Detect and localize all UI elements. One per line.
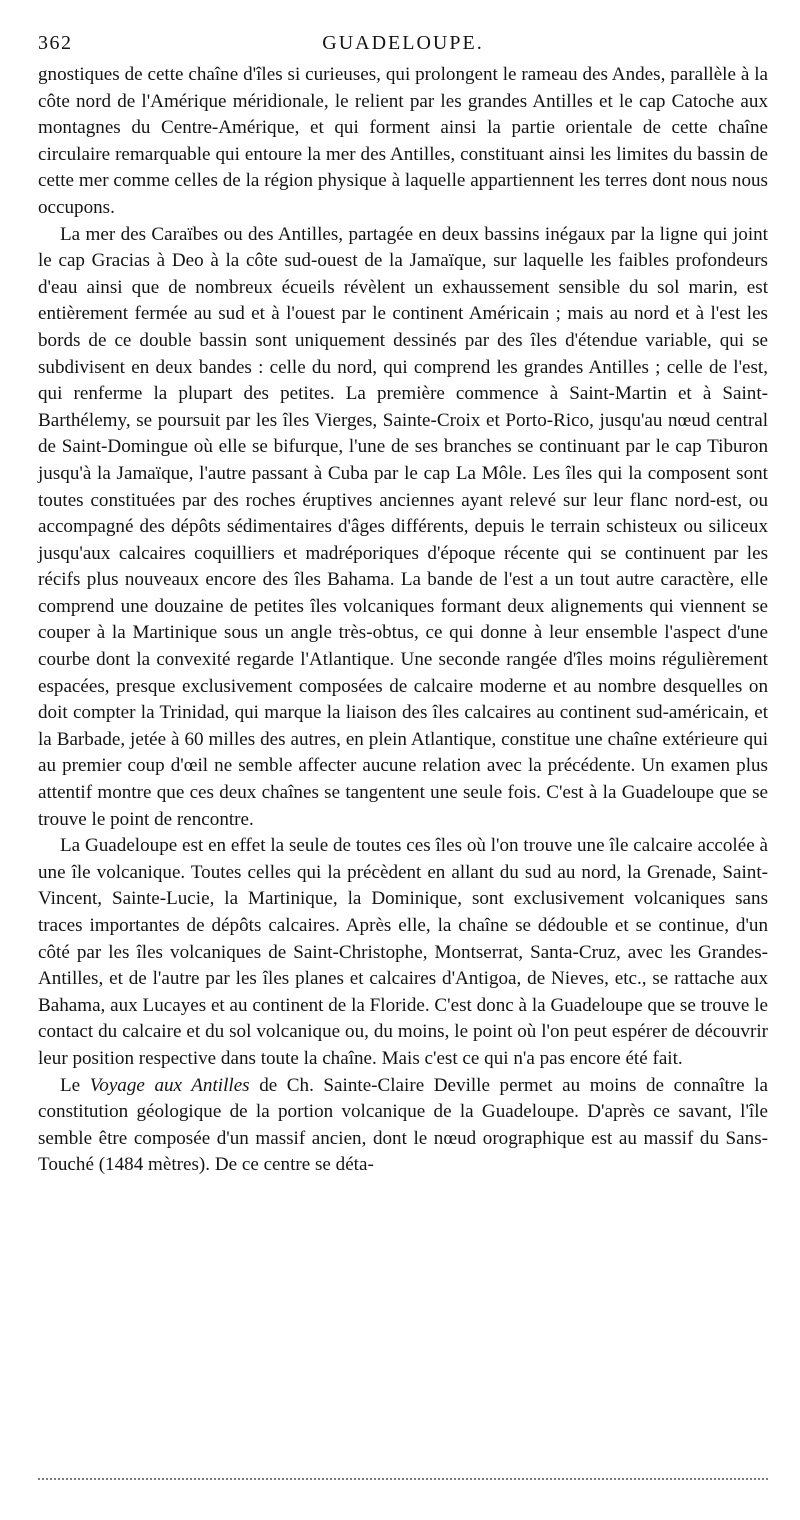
body-text <box>38 62 768 1179</box>
paragraph-guadeloupe-junction: La Guadeloupe est en effet la seule de toutes ces îles où l'on trouve une île calcaire accolée à une île volcanique. Toutes celles qui la précèdent en allant du sud au nord, la Grenade, Saint-Vincent, Sainte-Lucie, la Martinique, la Dominique, sont exclusivement volcaniques sans traces importantes de dépôts calcaires. Après elle, la chaîne se dédouble et se continue, d'un côté par les îles volcaniques de Saint-Christophe, Montserrat, Santa-Cruz, avec les Grandes-Antilles, et de l'autre par les îles planes et calcaires d'Antigoa, de Nieves, etc., se rattache aux Bahama, aux Lucayes et au continent de la Floride. C'est donc à la Guadeloupe que se trouve le contact du calcaire et du sol volcanique ou, du moins, le point où l'on peut espérer de découvrir leur position respective dans toute la chaîne. Mais c'est ce qui n'a pas encore été fait. <box>38 835 768 1069</box>
paragraph-rest: de Ch. Sainte-Claire Deville permet au moins de connaître la constitution géologique de la portion volcanique de la Guadeloupe. D'après ce savant, l'île semble être composée d'un massif ancien, dont le nœud orographique est au massif du Sans-Touché (1484 mètres). De ce centre se déta- <box>38 1074 769 1176</box>
paragraph-continuation: gnostiques de cette chaîne d'îles si curieuses, qui prolongent le rameau des Andes, parallèle à la côte nord de l'Amérique méridionale, le relient par les grandes Antilles et le cap Catoche aux montagnes du Centre-Amérique, et qui forment ainsi la partie orientale de cette chaîne circulaire remarquable qui entoure la mer des Antilles, constituant ainsi les limites du bassin de cette mer comme celles de la région physique à laquelle appartiennent les terres dont nous nous occupons. <box>38 64 768 218</box>
page-number: 362 <box>38 32 73 54</box>
book-page <box>38 28 768 1179</box>
running-header <box>38 28 768 62</box>
paragraph-caribbean-sea: La mer des Caraïbes ou des Antilles, partagée en deux bassins inégaux par la ligne qui joint le cap Gracias à Deo à la côte sud-ouest de la Jamaïque, sur laquelle les faibles profondeurs d'eau ainsi que de nombreux écueils révèlent un exhaussement sensible du sol marin, est entièrement fermée au sud et à l'ouest par le continent Américain ; mais au nord et à l'est les bords de ce double bassin sont uniquement dessinés par des îles d'étendue variable, qui se subdivisent en deux bandes : celle du nord, qui comprend les grandes Antilles ; celle de l'est, qui renferme la plupart des petites. La première commence à Saint-Martin et à Saint-Barthélemy, se poursuit par les îles Vierges, Sainte-Croix et Porto-Rico, jusqu'au nœud central de Saint-Domingue où elle se bifurque, l'une de ses branches se continuant par le cap Tiburon jusqu'à la Jamaïque, l'autre passant à Cuba par le cap La Môle. Les îles qui la composent sont toutes constituées par des roches éruptives anciennes ayant relevé sur leur flanc nord-est, ou accompagné des dépôts sédimentaires d'âges différents, depuis le terrain schisteux ou siliceux jusqu'aux calcaires coquilliers et madréporiques d'époque récente qui se continuent par les récifs plus nouveaux encore des îles Bahama. La bande de l'est a un tout autre caractère, elle comprend une douzaine de petites îles volcaniques formant deux alignements qui viennent se couper à la Martinique sous un angle très-obtus, ce qui donne à leur ensemble l'aspect d'une courbe dont la convexité regarde l'Atlantique. Une seconde rangée d'îles moins régulièrement espacées, presque exclusivement composées de calcaire moderne et au nombre desquelles on doit compter la Trinidad, qui marque la liaison des îles calcaires au continent sud-américain, et la Barbade, jetée à 60 milles des autres, en plein Atlantique, constitue une chaîne extérieure qui au premier coup d'œil ne semble affecter aucune relation avec la précédente. Un examen plus attentif montre que ces deux chaînes se tangentent une seule fois. C'est à la Guadeloupe que se trouve le point de rencontre. <box>38 223 768 830</box>
footer-dotted-rule <box>38 1478 768 1480</box>
book-title-italic: Voyage aux Antilles <box>89 1074 250 1096</box>
paragraph-voyage-aux-antilles <box>38 1073 768 1179</box>
paragraph-lead: Le <box>60 1074 90 1096</box>
running-title: GUADELOUPE. <box>322 32 484 54</box>
